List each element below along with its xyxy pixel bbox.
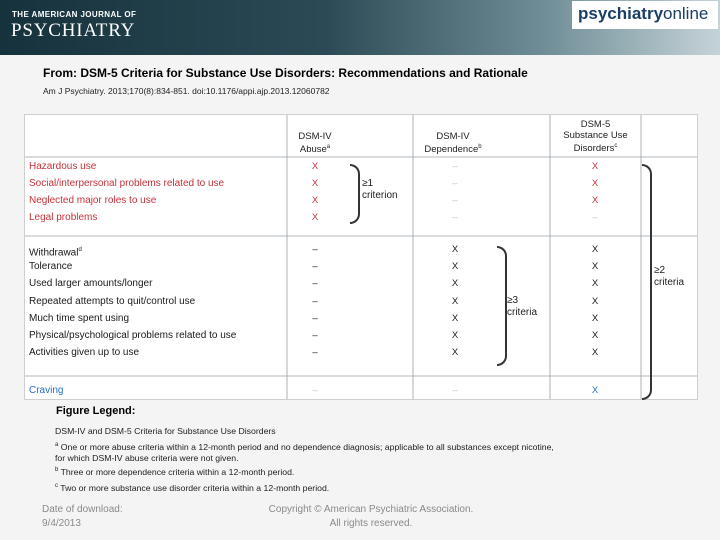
- criterion-mark: X: [591, 330, 599, 341]
- criteria-figure: [24, 114, 698, 400]
- legend-title: Figure Legend:: [56, 405, 136, 417]
- criterion-label-text: Used larger amounts/longer: [29, 278, 153, 289]
- threshold-unit: criteria: [507, 307, 538, 318]
- footnote-marker: a: [55, 442, 59, 448]
- threshold-unit: criterion: [362, 190, 398, 201]
- criterion-mark: –: [312, 261, 318, 272]
- criterion-label: [29, 278, 152, 290]
- column-header-line: DSM-IV: [298, 131, 332, 142]
- criterion-label-text: Activities given up to use: [29, 347, 140, 358]
- criterion-label: [29, 195, 156, 207]
- criterion-mark: X: [591, 195, 599, 206]
- criterion-mark: –: [312, 296, 318, 307]
- criterion-mark: –: [312, 278, 318, 289]
- criterion-mark: –: [312, 385, 318, 396]
- criterion-label: [29, 244, 82, 259]
- criterion-label: [29, 178, 224, 190]
- criterion-mark: –: [452, 212, 458, 223]
- criterion-label: [29, 313, 129, 325]
- dependence-bracket: [497, 246, 507, 366]
- criterion-mark: X: [591, 278, 599, 289]
- column-header-line: Abuse: [299, 144, 327, 156]
- criterion-mark: X: [311, 212, 319, 223]
- legend-note-b: [55, 465, 695, 478]
- criterion-mark: X: [451, 278, 459, 289]
- abuse-bracket: [350, 164, 360, 224]
- abuse-threshold-label: [362, 178, 398, 202]
- criterion-label-text: Withdrawal: [29, 247, 79, 259]
- copyright-notice: [226, 503, 516, 531]
- criterion-label: [29, 385, 63, 397]
- copyright-line: All rights reserved.: [329, 518, 413, 529]
- criterion-label-text: Hazardous use: [29, 161, 97, 172]
- criterion-label: [29, 261, 72, 273]
- article-citation: Am J Psychiatry. 2013;170(8):834-851. doi:10.1176/appi.ajp.2013.12060782: [43, 86, 330, 96]
- legend-note-text: Two or more substance use disorder criteria within a 12-month period.: [58, 482, 330, 493]
- journal-header-banner: [0, 0, 720, 55]
- download-date-value: 9/4/2013: [42, 518, 81, 529]
- column-header-line: Substance Use: [563, 130, 628, 141]
- criterion-label-text: Tolerance: [29, 261, 73, 272]
- criterion-label: [29, 296, 195, 308]
- legend-note-text: One or more abuse criteria within a 12-month period and no dependence diagnosis; applicable to all substances except nicotine,: [58, 441, 554, 452]
- legend-note-a: [55, 440, 695, 464]
- download-date: [42, 503, 123, 531]
- legend-caption: [55, 426, 695, 437]
- psychiatryonline-logo[interactable]: [572, 1, 718, 29]
- criterion-label-text: Repeated attempts to quit/control use: [29, 296, 196, 307]
- footnote-marker: b: [55, 467, 59, 473]
- footnote-marker: c: [614, 143, 618, 149]
- copyright-line: Copyright © American Psychiatric Association.: [268, 504, 474, 515]
- footnote-marker: b: [478, 144, 482, 150]
- dsm5-threshold-label: [654, 265, 684, 289]
- criterion-mark: –: [452, 161, 458, 172]
- criterion-label-text: Legal problems: [29, 212, 98, 223]
- criterion-mark: –: [452, 195, 458, 206]
- legend-note-text: for which DSM-IV abuse criteria were not given.: [55, 452, 239, 463]
- criterion-mark: –: [592, 212, 598, 223]
- column-header-dsm5-sud: [550, 119, 641, 154]
- criterion-label-text: Craving: [29, 385, 64, 396]
- criterion-mark: X: [311, 195, 319, 206]
- criterion-mark: X: [591, 313, 599, 324]
- criterion-label: [29, 347, 139, 359]
- journal-name-large: PSYCHIATRY: [11, 20, 136, 41]
- column-header-line: DSM-5: [580, 119, 611, 130]
- criterion-mark: X: [311, 161, 319, 172]
- criterion-mark: –: [312, 244, 318, 255]
- criterion-label: [29, 330, 236, 342]
- threshold-value: ≥3: [507, 295, 519, 306]
- criterion-label-text: Neglected major roles to use: [29, 195, 157, 206]
- threshold-value: ≥2: [654, 265, 666, 276]
- journal-name-small: THE AMERICAN JOURNAL OF: [12, 10, 137, 19]
- criterion-mark: X: [591, 178, 599, 189]
- criterion-mark: X: [591, 296, 599, 307]
- column-header-dsm4-dependence: [413, 131, 493, 155]
- footnote-marker: c: [55, 483, 58, 489]
- download-date-label: Date of download:: [42, 504, 123, 515]
- criterion-mark: –: [312, 313, 318, 324]
- criterion-mark: X: [451, 330, 459, 341]
- criterion-mark: X: [311, 178, 319, 189]
- column-header-line: Disorders: [573, 143, 615, 155]
- criterion-mark: –: [452, 385, 458, 396]
- criterion-label: [29, 212, 97, 224]
- column-header-dsm4-abuse: [287, 131, 343, 155]
- criterion-mark: –: [312, 330, 318, 341]
- logo-text-bold: psychiatry: [578, 4, 664, 23]
- footnote-marker: a: [326, 144, 331, 150]
- criterion-mark: X: [591, 261, 599, 272]
- criterion-mark: –: [452, 178, 458, 189]
- legend-caption-text: DSM-IV and DSM-5 Criteria for Substance Use Disorders: [55, 426, 276, 436]
- criterion-mark: X: [451, 296, 459, 307]
- column-header-line: DSM-IV: [436, 131, 470, 142]
- threshold-unit: criteria: [654, 277, 685, 288]
- criterion-label: [29, 161, 96, 173]
- criterion-mark: X: [451, 261, 459, 272]
- criterion-mark: X: [591, 347, 599, 358]
- criterion-mark: X: [451, 347, 459, 358]
- dsm5-bracket: [642, 164, 652, 400]
- criterion-mark: –: [312, 347, 318, 358]
- criterion-label-text: Physical/psychological problems related to use: [29, 330, 237, 341]
- criterion-mark: X: [591, 161, 599, 172]
- criterion-mark: X: [451, 244, 459, 255]
- footnote-marker: d: [78, 247, 82, 253]
- legend-note-c: [55, 481, 695, 494]
- logo-text-light: online: [663, 4, 709, 23]
- column-header-line: Dependence: [424, 144, 479, 156]
- criterion-mark: X: [591, 385, 599, 396]
- criterion-mark: X: [591, 244, 599, 255]
- dependence-threshold-label: [507, 295, 537, 319]
- criterion-mark: X: [451, 313, 459, 324]
- criterion-label-text: Much time spent using: [29, 313, 130, 324]
- legend-note-text: Three or more dependence criteria within a 12-month period.: [58, 466, 295, 477]
- criterion-label-text: Social/interpersonal problems related to use: [29, 178, 225, 189]
- article-title: From: DSM-5 Criteria for Substance Use Disorders: Recommendations and Rationale: [43, 66, 528, 80]
- threshold-value: ≥1: [362, 178, 374, 189]
